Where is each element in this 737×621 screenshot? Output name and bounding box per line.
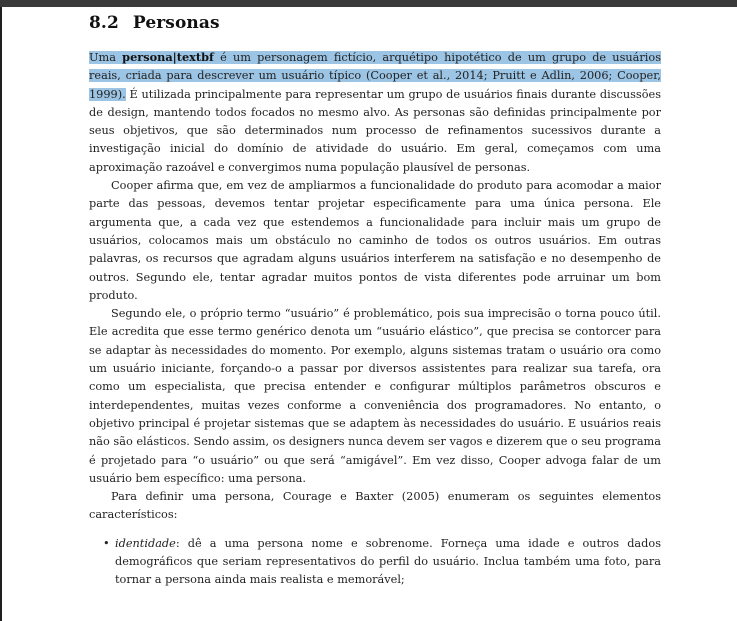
paragraph-2: Cooper afirma que, em vez de ampliarmos a funcionalidade do produto para acomodar a maior parte das pessoas, devemos tentar projetar especificamente para uma única persona. Ele argumenta que, a cada vez que estendemos a funcionalidade para incluir mais um grupo de usuários, colocamos mais um obstáculo no caminho de todos os outros usuários. Em outras palavras, os recursos que agradam alguns usuários interferem na satisfação e no desempenho de outros. Segundo ele, tentar agradar muitos pontos de vista diferentes pode arruinar um bom produto. [89, 179, 661, 302]
section-heading [89, 12, 661, 34]
paragraph-4: Para definir uma persona, Courage e Baxter (2005) enumeram os seguintes elementos característicos: [89, 490, 661, 522]
window-top-bar [0, 0, 737, 7]
selection-text-start: Uma [89, 51, 123, 64]
paragraph-1-rest: É utilizada principalmente para representar um grupo de usuários finais durante discussões de design, mantendo todos focados no mesmo alvo. As personas são definidas principalmente por seus objetivos, que são determinados num processo de refinamentos sucessivos durante a investigação inicial do domínio de atividade do usuário. Em geral, começamos com uma aproximação razoável e convergimos numa população plausível de personas. [89, 87, 661, 174]
list-item [89, 535, 661, 590]
list-item-term: identidade [115, 536, 176, 550]
list-item-text: : dê a uma persona nome e sobrenome. Forneça uma idade e outros dados demográficos que seriam representativos do perfil do usuário. Inclua também uma foto, para tornar a persona ainda mais realista e memorável; [115, 536, 661, 587]
selection-text-end: é um personagem fictício, arquétipo hipotético de um grupo de usuários reais, criada para descrever um usuário típico (Cooper et al., 2014; Pruitt e Adlin, 2006; Cooper, 1999). [89, 51, 661, 101]
bold-term: persona|textbf [122, 50, 214, 64]
paragraph-1[interactable] [89, 48, 661, 177]
bullet-icon: • [103, 536, 110, 550]
section-title: Personas [132, 13, 220, 33]
document-page [89, 12, 661, 590]
characteristics-list [89, 535, 661, 590]
section-number: 8.2 [89, 13, 119, 33]
viewer-left-edge [0, 7, 2, 621]
paragraph-3: Segundo ele, o próprio termo “usuário” é problemático, pois sua imprecisão o torna pouco útil. Ele acredita que esse termo genérico denota um “usuário elástico”, que precisa se contorcer para se adaptar às necessidades do momento. Por exemplo, alguns sistemas tratam o usuário ora como um usuário iniciante, forçando-o a passar por diversos assistentes para realizar sua tarefa, ora como um especialista, que precisa entender e configurar múltiplos parâmetros obscuros e interdependentes, muitas vezes conforme a conveniência dos programadores. No entanto, o objetivo principal é projetar sistemas que se adaptem às necessidades do usuário. E usuários reais não são elásticos. Sendo assim, os designers nunca devem ser vagos e dizerem que o seu programa é projetado para “o usuário” ou que será “amigável”. Em vez disso, Cooper advoga falar de um usuário bem específico: uma persona. [89, 307, 661, 485]
